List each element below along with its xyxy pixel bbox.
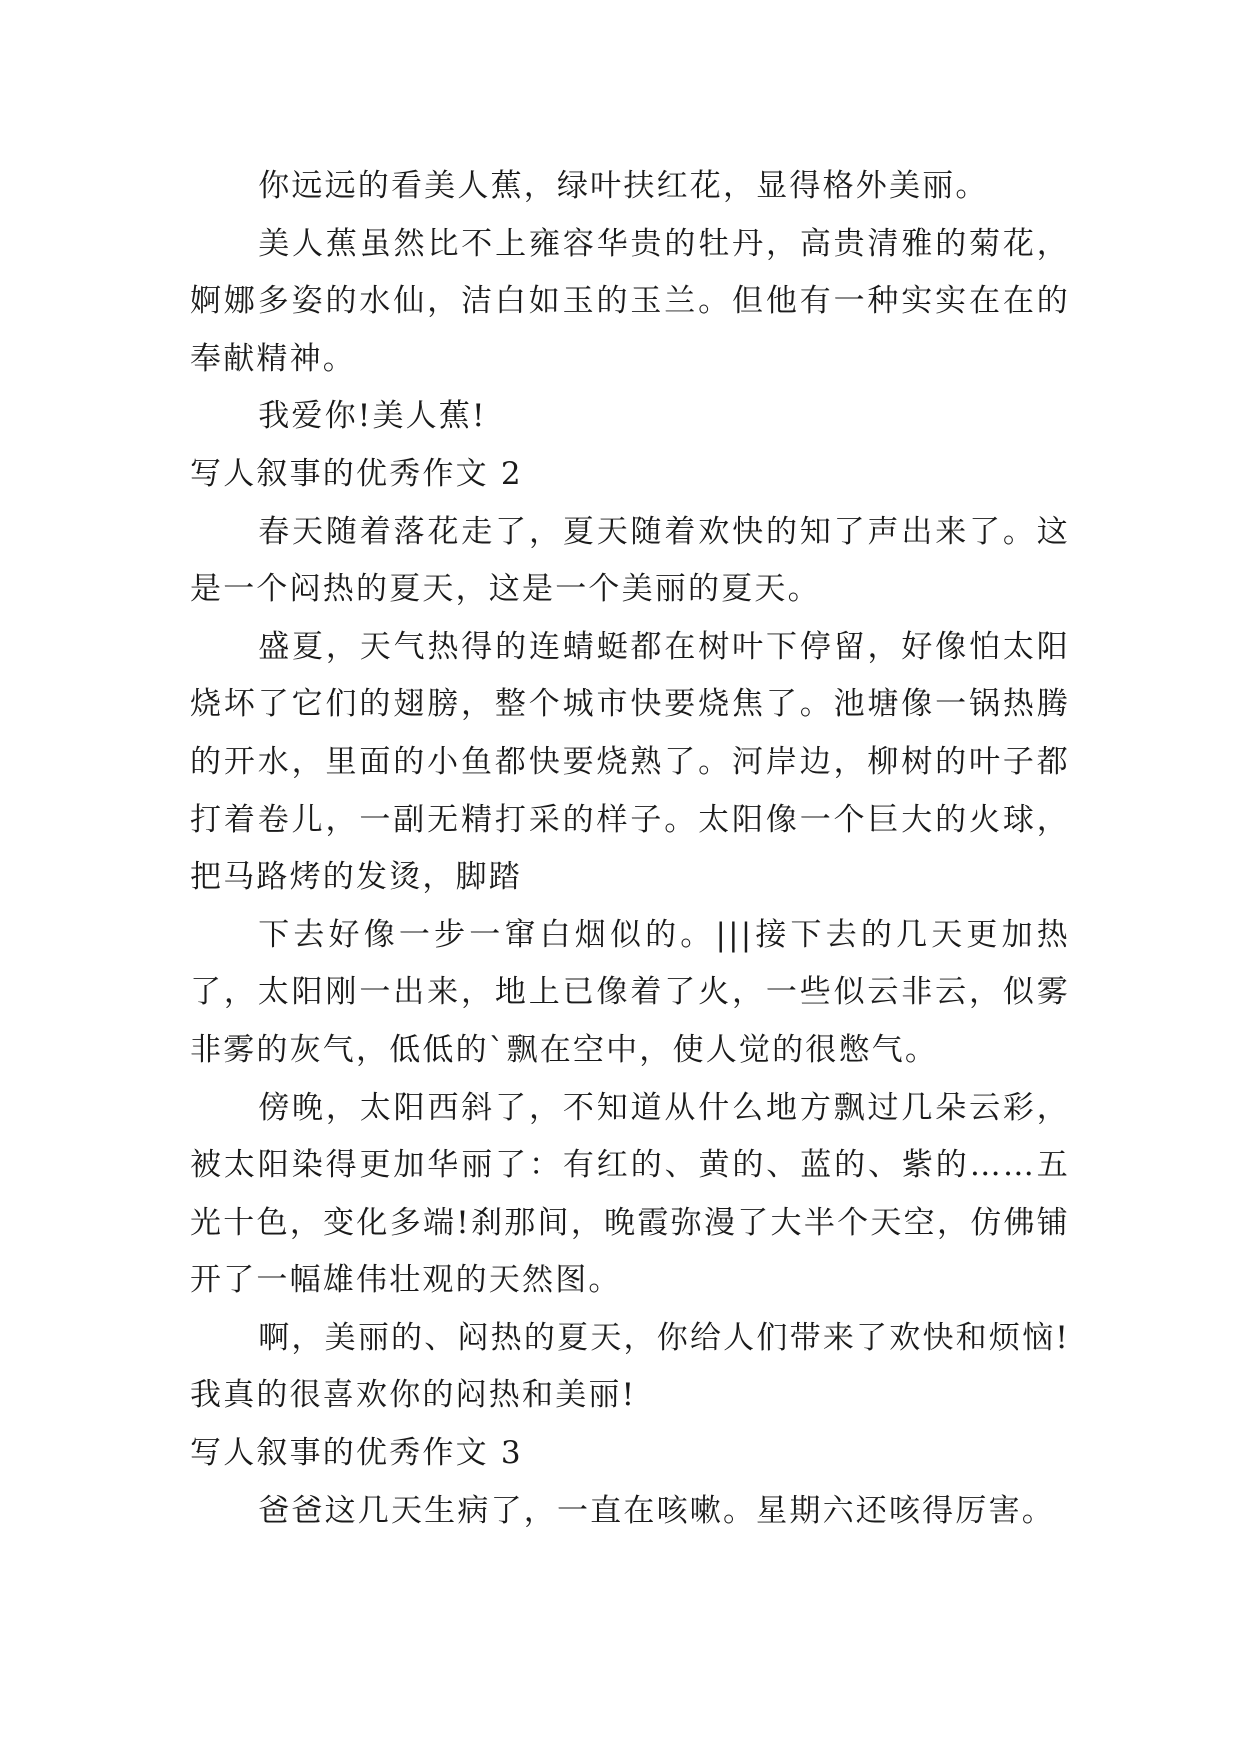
paragraph: 盛夏，天气热得的连蜻蜓都在树叶下停留，好像怕太阳烧坏了它们的翅膀，整个城市快要烧焦了。池塘像一锅热腾的开水，里面的小鱼都快要烧熟了。河岸边，柳树的叶子都打着卷儿，一副无精打采的样子。太阳像一个巨大的火球，把马路烤的发烫，脚踏 [190, 628, 1070, 896]
paragraph: 我爱你!美人蕉! [258, 398, 487, 435]
paragraph: 春天随着落花走了，夏天随着欢快的知了声出来了。这是一个闷热的夏天，这是一个美丽的夏天。 [190, 513, 1070, 608]
paragraph: 美人蕉虽然比不上雍容华贵的牡丹，高贵清雅的菊花，婀娜多姿的水仙，洁白如玉的玉兰。但他有一种实实在在的奉献精神。 [190, 225, 1070, 377]
paragraph: 爸爸这几天生病了，一直在咳嗽。星期六还咳得厉害。 [258, 1492, 1055, 1529]
paragraph: 下去好像一步一窜白烟似的。|||接下去的几天更加热了，太阳刚一出来，地上已像着了火，一些似云非云，似雾非雾的灰气，低低的`飘在空中，使人觉的很憋气。 [190, 916, 1070, 1068]
section-heading: 写人叙事的优秀作文 2 [190, 455, 523, 492]
paragraph: 啊，美丽的、闷热的夏天，你给人们带来了欢快和烦恼!我真的很喜欢你的闷热和美丽! [190, 1319, 1070, 1414]
section-heading: 写人叙事的优秀作文 3 [190, 1435, 523, 1472]
document-body [190, 158, 1070, 1540]
paragraph: 你远远的看美人蕉，绿叶扶红花，显得格外美丽。 [258, 168, 989, 204]
paragraph: 傍晚，太阳西斜了，不知道从什么地方飘过几朵云彩，被太阳染得更加华丽了：有红的、黄的、蓝的、紫的……五光十色，变化多端!刹那间，晚霞弥漫了大半个天空，仿佛铺开了一幅雄伟壮观的天然图。 [190, 1089, 1070, 1299]
